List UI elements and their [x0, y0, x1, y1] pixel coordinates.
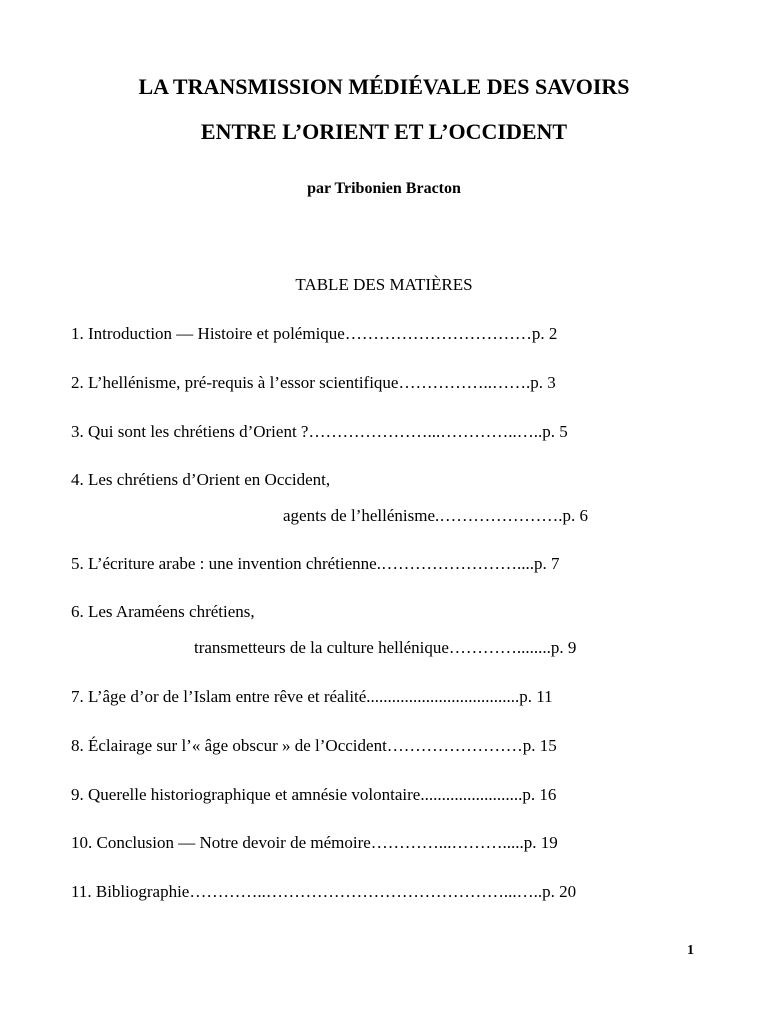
toc-entry-1: 1. Introduction — Histoire et polémique……………………………p. 2 — [71, 324, 558, 343]
toc-entry-4-continuation: agents de l’hellénisme.………………….p. 6 — [283, 506, 589, 525]
page-number: 1 — [687, 943, 694, 958]
toc-heading: TABLE DES MATIÈRES — [295, 275, 473, 294]
toc-entry-2: 2. L’hellénisme, pré-requis à l’essor scientifique……………..…….p. 3 — [71, 373, 556, 392]
toc-entry-6: 6. Les Araméens chrétiens, — [71, 602, 255, 621]
title-line-2: ENTRE L’ORIENT ET L’OCCIDENT — [200, 119, 568, 144]
toc-entry-8: 8. Éclairage sur l’« âge obscur » de l’Occident……………………p. 15 — [71, 736, 557, 755]
toc-entry-11: 11. Bibliographie…………..……………………………………...…..p. 20 — [71, 882, 577, 901]
toc-entry-5: 5. L’écriture arabe : une invention chrétienne.……………………....p. 7 — [71, 554, 560, 573]
toc-entry-7: 7. L’âge d’or de l’Islam entre rêve et réalité....................................p. 11 — [71, 687, 553, 706]
toc-entry-4: 4. Les chrétiens d’Orient en Occident, — [71, 470, 331, 489]
author-line: par Tribonien Bracton — [307, 180, 461, 197]
title-line-1: LA TRANSMISSION MÉDIÉVALE DES SAVOIRS — [138, 74, 630, 99]
toc-entry-6-continuation: transmetteurs de la culture hellénique…………........p. 9 — [194, 638, 577, 657]
toc-entry-3: 3. Qui sont les chrétiens d’Orient ?…………………...…………..…..p. 5 — [71, 422, 568, 441]
toc-entry-9: 9. Querelle historiographique et amnésie volontaire........................p. 16 — [71, 785, 557, 804]
toc-entry-10: 10. Conclusion — Notre devoir de mémoire…………...……….....p. 19 — [71, 833, 558, 852]
